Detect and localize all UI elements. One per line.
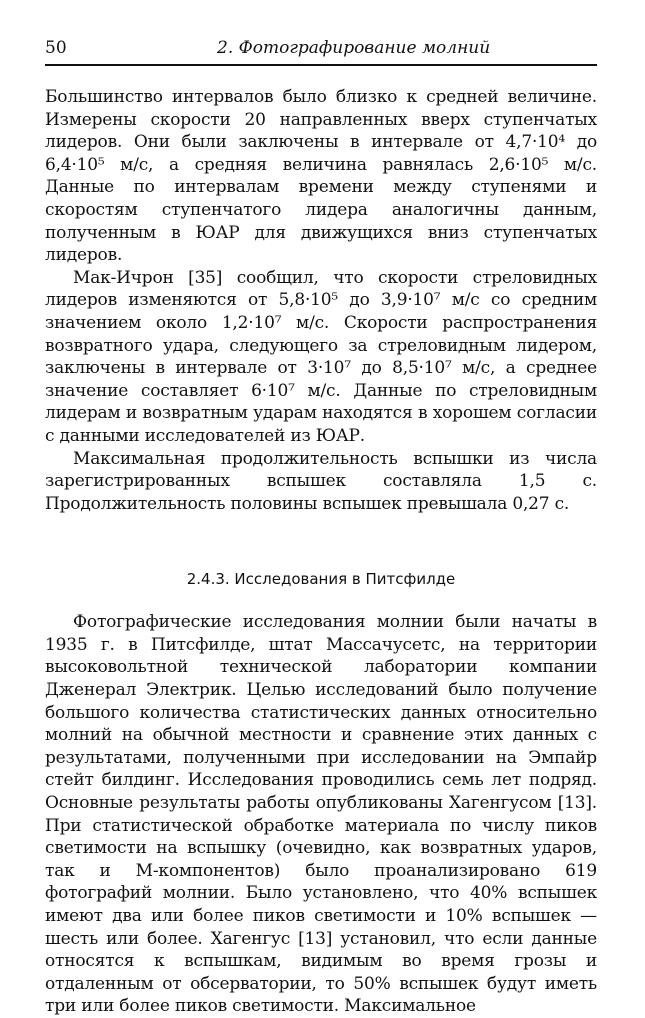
header-rule bbox=[45, 64, 597, 66]
paragraph-continued: Большинство интервалов было близко к средней величине. Измерены скорости 20 направленных вверх ступенчатых лидеров. Они были заключены в интервале от 4,7·10⁴ до 6,4·10⁵ м/с, а средняя величина равнялась 2,6·10⁵ м/с. Данные по интервалам времени между ступенями и скоростям ступенчатого лидера аналогичны данным, полученным в ЮАР для движущихся вниз ступенчатых лидеров. bbox=[45, 87, 597, 266]
chapter-title: 2. Фотографирование молний bbox=[217, 38, 491, 58]
paragraph-pittsfield: Фотографические исследования молнии были начаты в 1935 г. в Питсфилде, штат Массачусетс, на территории высоковольтной технической лаборатории компании Дженерал Электрик. Целью исследований было получение большого количества статистических данных относительно молний на обычной местности и сравнение этих данных с результатами, полученными при исследовании на Эмпайр стейт билдинг. Исследования проводились семь лет подряд. Основные результаты работы опубликованы Хагенгусом [13]. При статистической обработке материала по числу пиков светимости на вспышку (очевидно, как возвратных ударов, так и М-компонентов) было проанализировано 619 фотографий молнии. Было установлено, что 40% вспышек имеют два или более пиков светимости и 10% вспышек — шесть или более. Хагенгус [13] установил, что если данные относятся к вспышкам, видимым во время грозы и отдаленным от обсерватории, то 50% вспышек будут иметь три или более пиков светимости. Максимальное bbox=[45, 612, 597, 1017]
section-heading: 2.4.3. Исследования в Питсфилде bbox=[186, 570, 456, 589]
body-text bbox=[45, 86, 597, 1018]
running-head bbox=[45, 38, 597, 62]
paragraph-mcEachron: Мак-Ичрон [35] сообщил, что скорости стреловидных лидеров изменяются от 5,8·10⁵ до 3,9·10⁷ м/с со средним значением около 1,2·10⁷ м/с. Скорости распространения возвратного удара, следующего за стреловидным лидером, заключены в интервале от 3·10⁷ до 8,5·10⁷ м/с, а среднее значение составляет 6·10⁷ м/с. Данные по стреловидным лидерам и возвратным ударам находятся в хорошем согласии с данными исследователей из ЮАР. bbox=[45, 267, 597, 446]
page-number: 50 bbox=[45, 38, 67, 58]
paragraph-flash-duration: Максимальная продолжительность вспышки из числа зарегистрированных вспышек составляла 1,5 с. Продолжительность половины вспышек превышала 0,27 с. bbox=[45, 448, 597, 514]
